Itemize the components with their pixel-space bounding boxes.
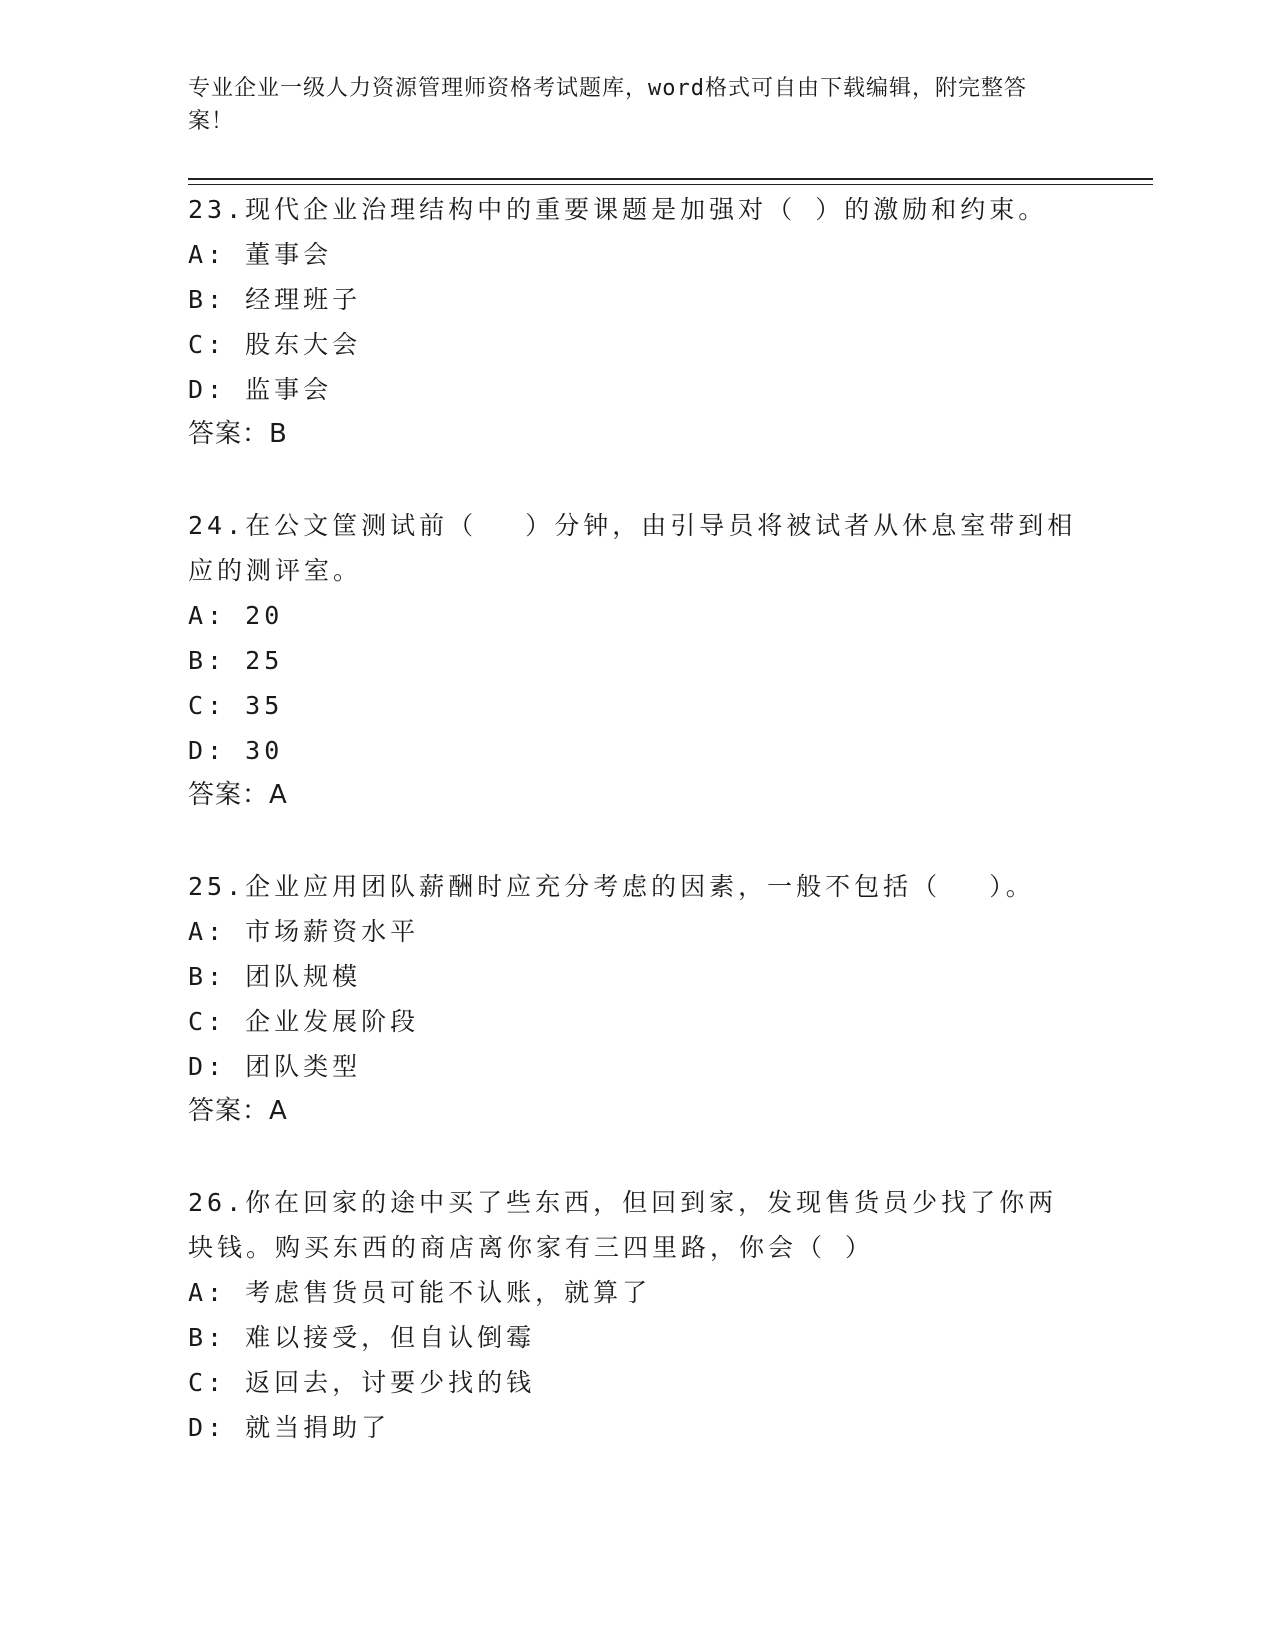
option-c: C: 返回去，讨要少找的钱 (188, 1368, 536, 1397)
option-a: A: 市场薪资水平 (188, 917, 420, 946)
question-stem: 23.现代企业治理结构中的重要课题是加强对（ ）的激励和约束。 (188, 195, 1048, 224)
option-d: D: 30 (188, 736, 284, 765)
answer-line: 答案：B (188, 419, 288, 449)
option-d: D: 就当捐助了 (188, 1413, 391, 1442)
option-a: A: 董事会 (188, 240, 333, 269)
answer-line: 答案：A (188, 780, 288, 810)
option-c: C: 35 (188, 691, 284, 720)
answer-line: 答案：A (188, 1096, 288, 1126)
document-header: 专业企业一级人力资源管理师资格考试题库，word格式可自由下载编辑，附完整答案！ (188, 76, 1027, 134)
header-divider (188, 178, 1153, 185)
question-stem: 25.企业应用团队薪酬时应充分考虑的因素，一般不包括（ ）。 (188, 872, 1035, 901)
option-b: B: 难以接受，但自认倒霉 (188, 1323, 536, 1352)
option-c: C: 股东大会 (188, 330, 362, 359)
question-stem: 24.在公文筐测试前（ ）分钟，由引导员将被试者从休息室带到相应的测评室。 (188, 511, 1077, 585)
option-d: D: 团队类型 (188, 1052, 362, 1081)
option-b: B: 团队规模 (188, 962, 362, 991)
question-list (188, 187, 1153, 1496)
option-d: D: 监事会 (188, 375, 333, 404)
option-c: C: 企业发展阶段 (188, 1007, 420, 1036)
option-b: B: 25 (188, 646, 284, 675)
option-a: A: 考虑售货员可能不认账，就算了 (188, 1278, 652, 1307)
question-item (188, 1180, 1153, 1450)
question-item (188, 187, 1153, 457)
question-stem: 26.你在回家的途中买了些东西，但回到家，发现售货员少找了你两块钱。购买东西的商店离你家有三四里路，你会（ ） (188, 1188, 1058, 1262)
option-a: A: 20 (188, 601, 284, 630)
question-item (188, 503, 1153, 818)
question-item (188, 864, 1153, 1134)
document-page (188, 0, 1153, 1650)
option-b: B: 经理班子 (188, 285, 362, 314)
